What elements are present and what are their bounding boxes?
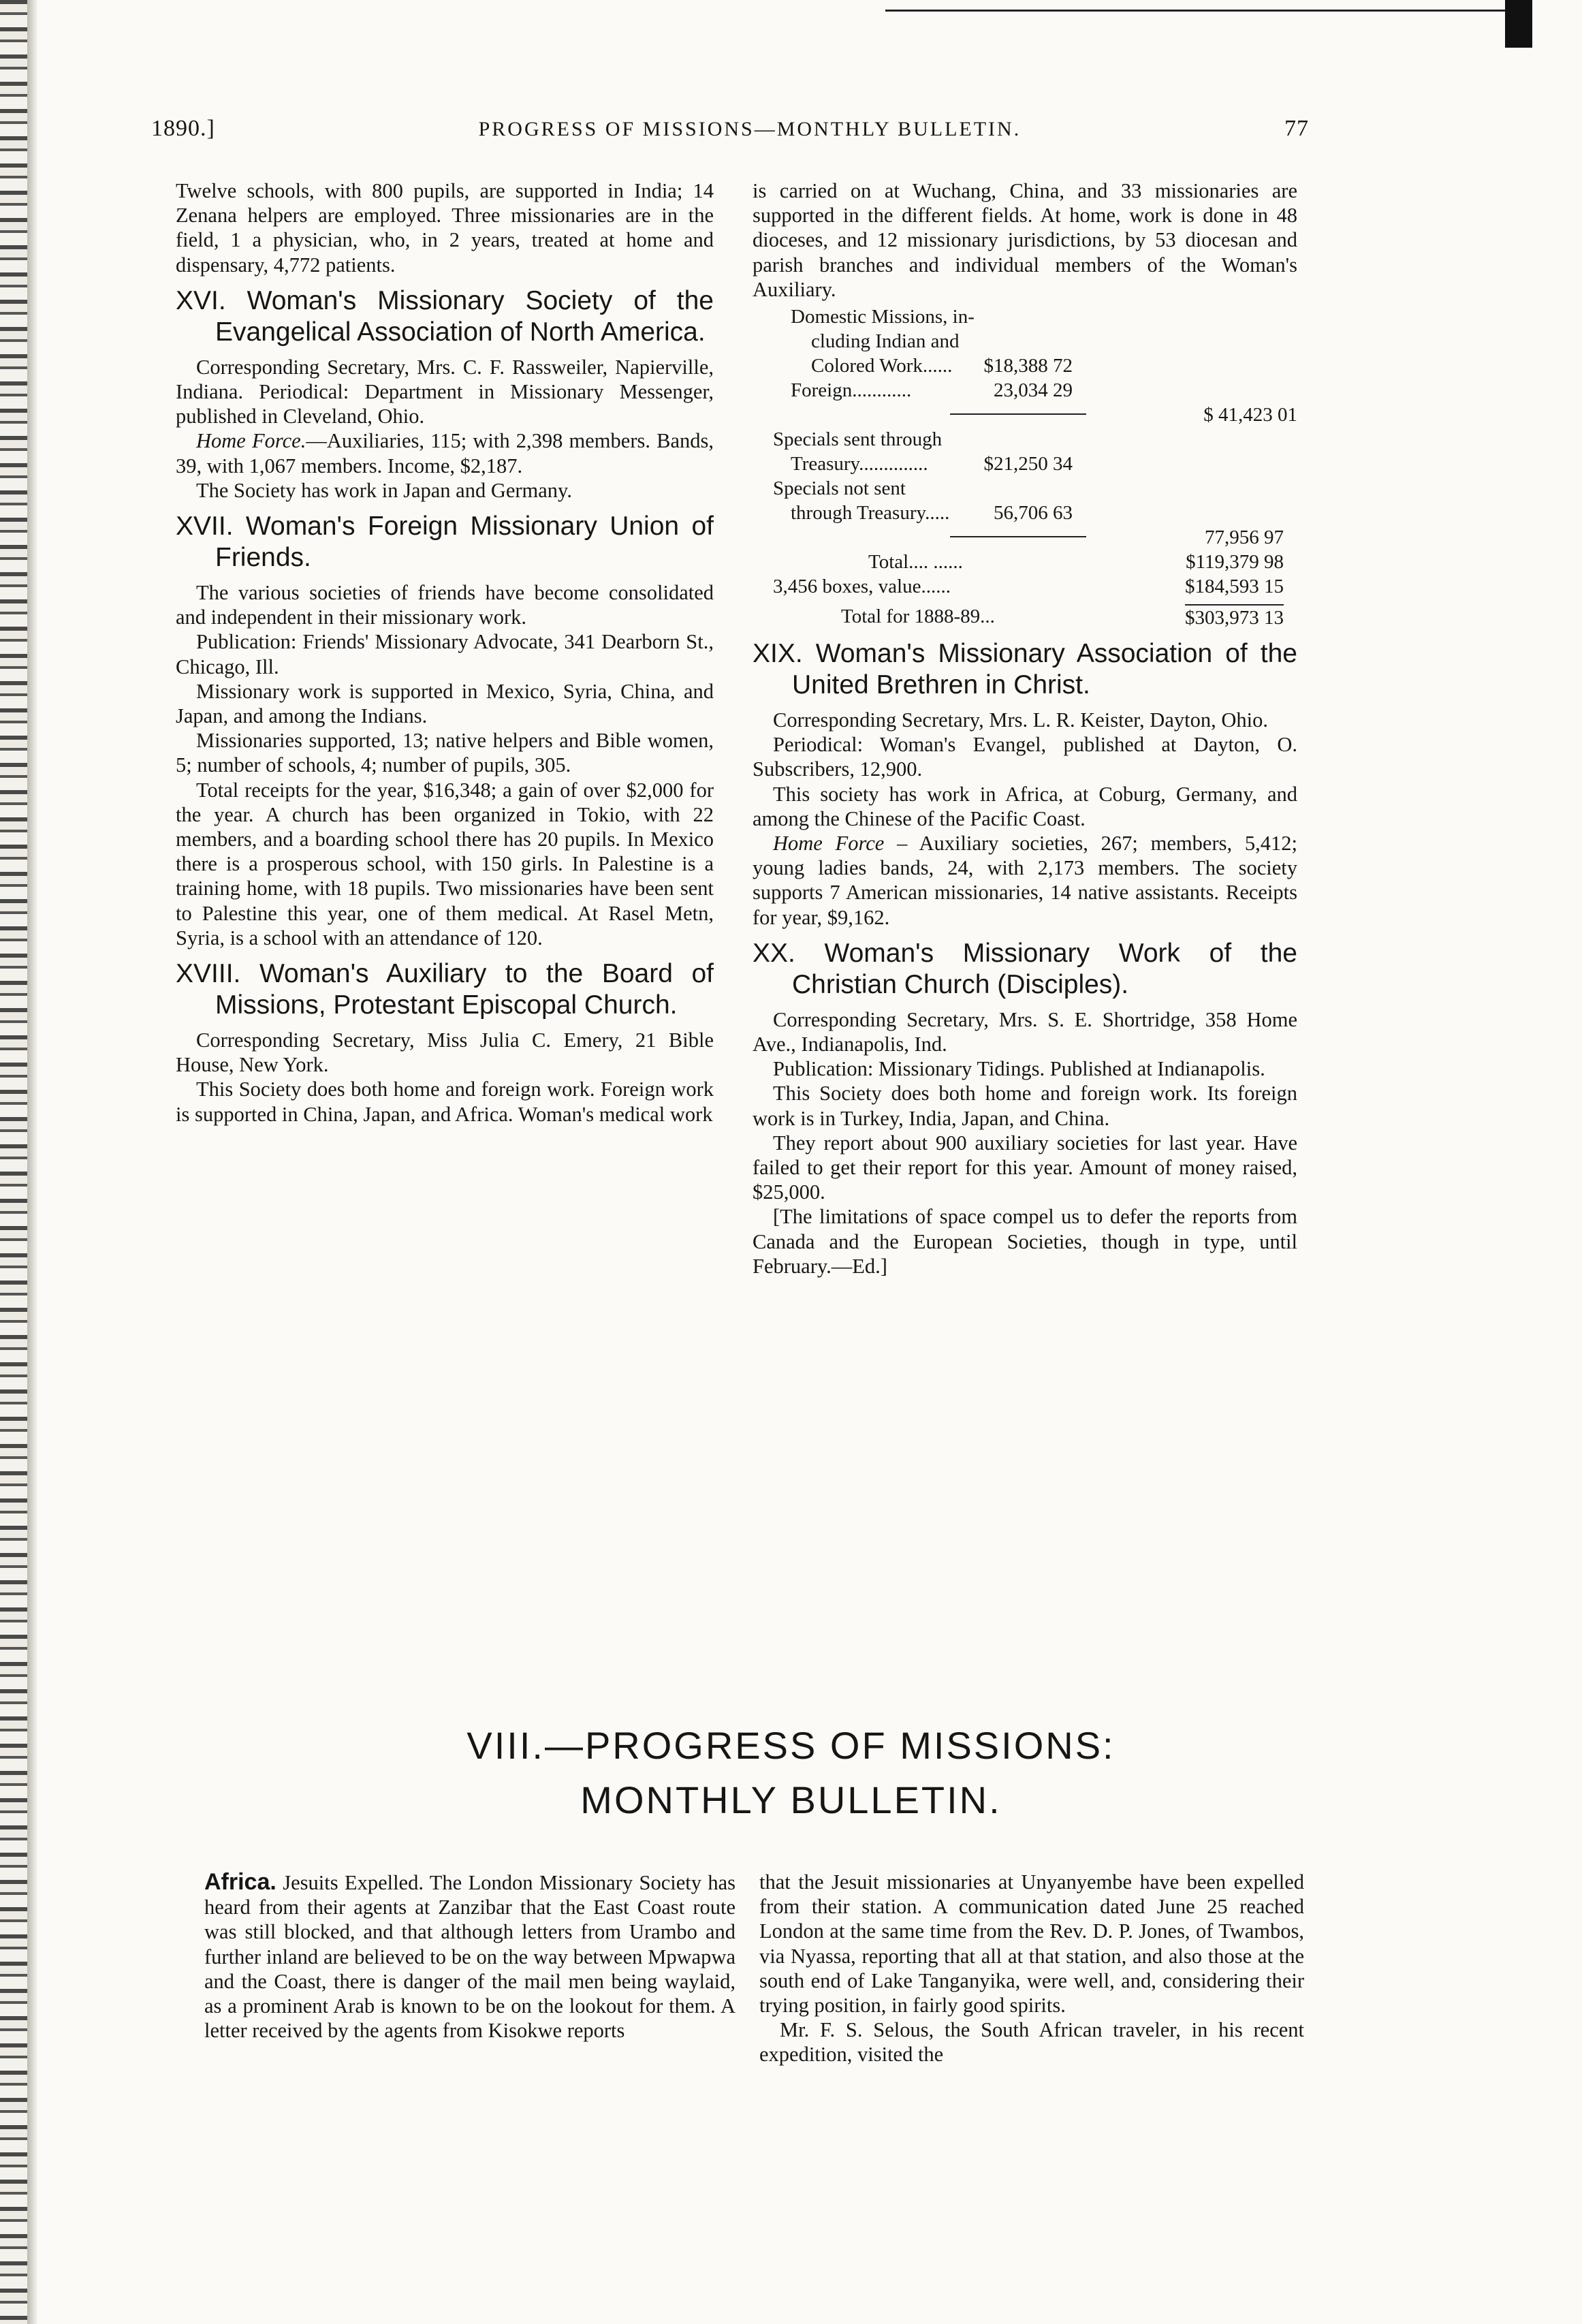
header-title: PROGRESS OF MISSIONS—MONTHLY BULLETIN.	[478, 118, 1022, 140]
section-xvii-heading: XVII. Woman's Foreign Missionary Union of Friends.	[176, 512, 714, 573]
section-xx-secretary: Corresponding Secretary, Mrs. S. E. Shortridge, 358 Home Ave., Indianapolis, Ind.	[753, 1007, 1297, 1056]
finance-grand-label: Total for 1888-89...	[841, 606, 995, 628]
home-force-text-xix: – Auxiliary societies, 267; members, 5,412; young ladies bands, 24, with 2,173 members. The society supports 7 American missionaries, 14 native assistants. Receipts for year, $9,162.	[753, 832, 1297, 929]
bulletin-right-p2: Mr. F. S. Selous, the South African traveler, in his recent expedition, visited the	[759, 2018, 1304, 2067]
finance-subtotal2: 77,956 97	[1205, 527, 1284, 549]
section-xvi-home-force	[176, 428, 714, 477]
finance-specials2-amount: 56,706 63	[994, 502, 1073, 524]
bulletin-title-line2: MONTHLY BULLETIN.	[580, 1778, 1002, 1821]
finance-boxes-amount: $184,593 15	[1185, 576, 1284, 598]
bulletin-right-column	[759, 1870, 1304, 2067]
right-column	[753, 178, 1297, 1278]
section-xix-home-force	[753, 831, 1297, 930]
finance-specials1-amount: $21,250 34	[983, 453, 1073, 475]
editor-note: [The limitations of space compel us to defer the reports from Canada and the European Societies, though in type, until February.—Ed.]	[753, 1205, 1297, 1278]
section-xvii-missionaries: Missionaries supported, 13; native helpers and Bible women, 5; number of schools, 4; number of pupils, 305.	[176, 729, 714, 777]
finance-boxes-label: 3,456 boxes, value......	[773, 576, 951, 598]
finance-rule-2	[950, 536, 1086, 550]
finance-specials2-line1: Specials not sent	[773, 477, 906, 500]
home-force-label: Home Force.	[196, 429, 306, 453]
page-binding-edge	[0, 0, 27, 2324]
page-number: 77	[1284, 116, 1309, 141]
section-xvi-heading: XVI. Woman's Missionary Society of the Evangelical Association of North America.	[176, 285, 714, 347]
region-label: Africa.	[204, 1869, 276, 1895]
finance-subtotal-row	[753, 403, 1297, 427]
running-head	[151, 116, 1309, 157]
finance-subtotal: $ 41,423 01	[1203, 404, 1297, 426]
section-xvii-publication: Publication: Friends' Missionary Advocate, 341 Dearborn St., Chicago, Ill.	[176, 630, 714, 678]
section-xx-work: This Society does both home and foreign work. Its foreign work is in Turkey, India, Japan, and China.	[753, 1082, 1297, 1130]
section-xx-publication: Publication: Missionary Tidings. Published at Indianapolis.	[773, 1057, 1265, 1081]
left-column	[176, 178, 714, 1127]
section-xx-heading: XX. Woman's Missionary Work of the Christian Church (Disciples).	[753, 938, 1297, 999]
bulletin-title-line1: VIII.—PROGRESS OF MISSIONS:	[466, 1724, 1116, 1767]
finance-domestic-line1: Domestic Missions, in-	[791, 306, 975, 328]
finance-domestic-line2: cluding Indian and	[811, 330, 960, 353]
finance-specials2-row	[753, 501, 1297, 525]
finance-total-amount: $119,379 98	[1186, 551, 1284, 574]
page-gutter-shadow	[27, 0, 38, 2324]
finance-grand-row	[753, 604, 1297, 630]
top-corner-mark	[1505, 0, 1532, 48]
finance-total-label: Total.... ......	[868, 551, 963, 574]
section-xix-periodical: Periodical: Woman's Evangel, published at Dayton, O. Subscribers, 12,900.	[753, 733, 1297, 781]
finance-foreign-amount: 23,034 29	[994, 379, 1073, 402]
right-intro-paragraph: is carried on at Wuchang, China, and 33 missionaries are supported in the different fields. At home, work is done in 48 dioceses, and 12 missionary jurisdictions, by 53 diocesan and parish branches and individual members of the Woman's Auxiliary.	[753, 179, 1297, 301]
bulletin-left-column	[204, 1870, 735, 2043]
top-margin-rule	[885, 10, 1532, 12]
finance-specials1-line2: Treasury..............	[791, 453, 928, 475]
finance-subtotal2-row	[753, 525, 1297, 550]
section-xviii-heading: XVIII. Woman's Auxiliary to the Board of Missions, Protestant Episcopal Church.	[176, 959, 714, 1020]
section-xx-report: They report about 900 auxiliary societies for last year. Have failed to get their report for this year. Amount of money raised, $25,000.	[753, 1131, 1297, 1204]
section-xix-work: This society has work in Africa, at Coburg, Germany, and among the Chinese of the Pacific Coast.	[753, 782, 1297, 830]
header-year: 1890.]	[151, 116, 215, 141]
bulletin-subhead: Jesuits Expelled.	[283, 1871, 424, 1894]
section-xviii-work: This Society does both home and foreign work. Foreign work is supported in China, Japan, and Africa. Woman's medical work	[176, 1078, 714, 1126]
finance-foreign-row	[753, 378, 1297, 403]
section-xix-heading: XIX. Woman's Missionary Association of the United Brethren in Christ.	[753, 639, 1297, 700]
bulletin-right-p1: that the Jesuit missionaries at Unyanyembe have been expelled from their station. A communication dated June 25 reached London at the same time from the Rev. D. P. Jones, of Twambos, via Nyassa, reporting that all at that station, and also those at the south end of Lake Tanganyika, were well, and, considering their trying position, in fairly good spirits.	[759, 1870, 1304, 2017]
finance-specials2-line2: through Treasury.....	[791, 502, 950, 524]
finance-boxes-row	[753, 574, 1297, 599]
section-xvii-work: Missionary work is supported in Mexico, Syria, China, and Japan, and among the Indians.	[176, 679, 714, 728]
finance-total-row	[753, 550, 1297, 574]
home-force-label-xix: Home Force	[773, 832, 885, 855]
bulletin-left-text: The London Missionary Society has heard from their agents at Zanzibar that the East Coast route was still blocked, and that although letters from Urambo and further inland are believed to be on the way between Mpwapwa and the Coast, there is danger of the mail men being waylaid, as a prominent Arab is known to be on the lookout for them. A letter received by the agents from Kisokwe reports	[204, 1871, 735, 2043]
finance-specials1-line1: Specials sent through	[773, 428, 943, 451]
finance-domestic-row	[753, 354, 1297, 378]
finance-table	[753, 304, 1297, 630]
finance-grand-amount: $303,973 13	[1185, 604, 1284, 630]
finance-domestic-line3: Colored Work......	[811, 355, 953, 377]
finance-rule	[950, 413, 1086, 427]
finance-domestic-amount: $18,388 72	[983, 355, 1073, 377]
bulletin-africa-paragraph	[204, 1870, 735, 2043]
section-xvi-work: The Society has work in Japan and Germany.	[196, 478, 572, 502]
section-xvii-receipts: Total receipts for the year, $16,348; a gain of over $2,000 for the year. A church has been organized in Tokio, with 22 members, and a boarding school there has 20 pupils. In Mexico there is a prosperous school, with 150 girls. In Palestine is a training home, with 18 pupils. Two missionaries have been sent to Palestine this year, one of them medical. At Rasel Metn, Syria, is a school with an attendance of 120.	[176, 778, 714, 949]
home-force-text: —Auxiliaries, 115; with 2,398 members. Bands, 39, with 1,067 members. Income, $2,187.	[176, 429, 714, 477]
section-xvi-secretary: Corresponding Secretary, Mrs. C. F. Rassweiler, Napierville, Indiana. Periodical: Department in Missionary Messenger, published in Cleveland, Ohio.	[176, 355, 714, 428]
finance-specials1-row	[753, 452, 1297, 476]
section-xviii-secretary: Corresponding Secretary, Miss Julia C. Emery, 21 Bible House, New York.	[176, 1028, 714, 1077]
left-intro-paragraph: Twelve schools, with 800 pupils, are supported in India; 14 Zenana helpers are employed. Three missionaries are in the field, 1 a physician, who, in 2 years, treated at home and dispensary, 4,772 patients.	[176, 179, 714, 277]
section-xix-secretary: Corresponding Secretary, Mrs. L. R. Keister, Dayton, Ohio.	[773, 708, 1268, 732]
finance-foreign-label: Foreign............	[791, 379, 912, 402]
section-xvii-p1: The various societies of friends have become consolidated and independent in their missionary work.	[176, 581, 714, 629]
